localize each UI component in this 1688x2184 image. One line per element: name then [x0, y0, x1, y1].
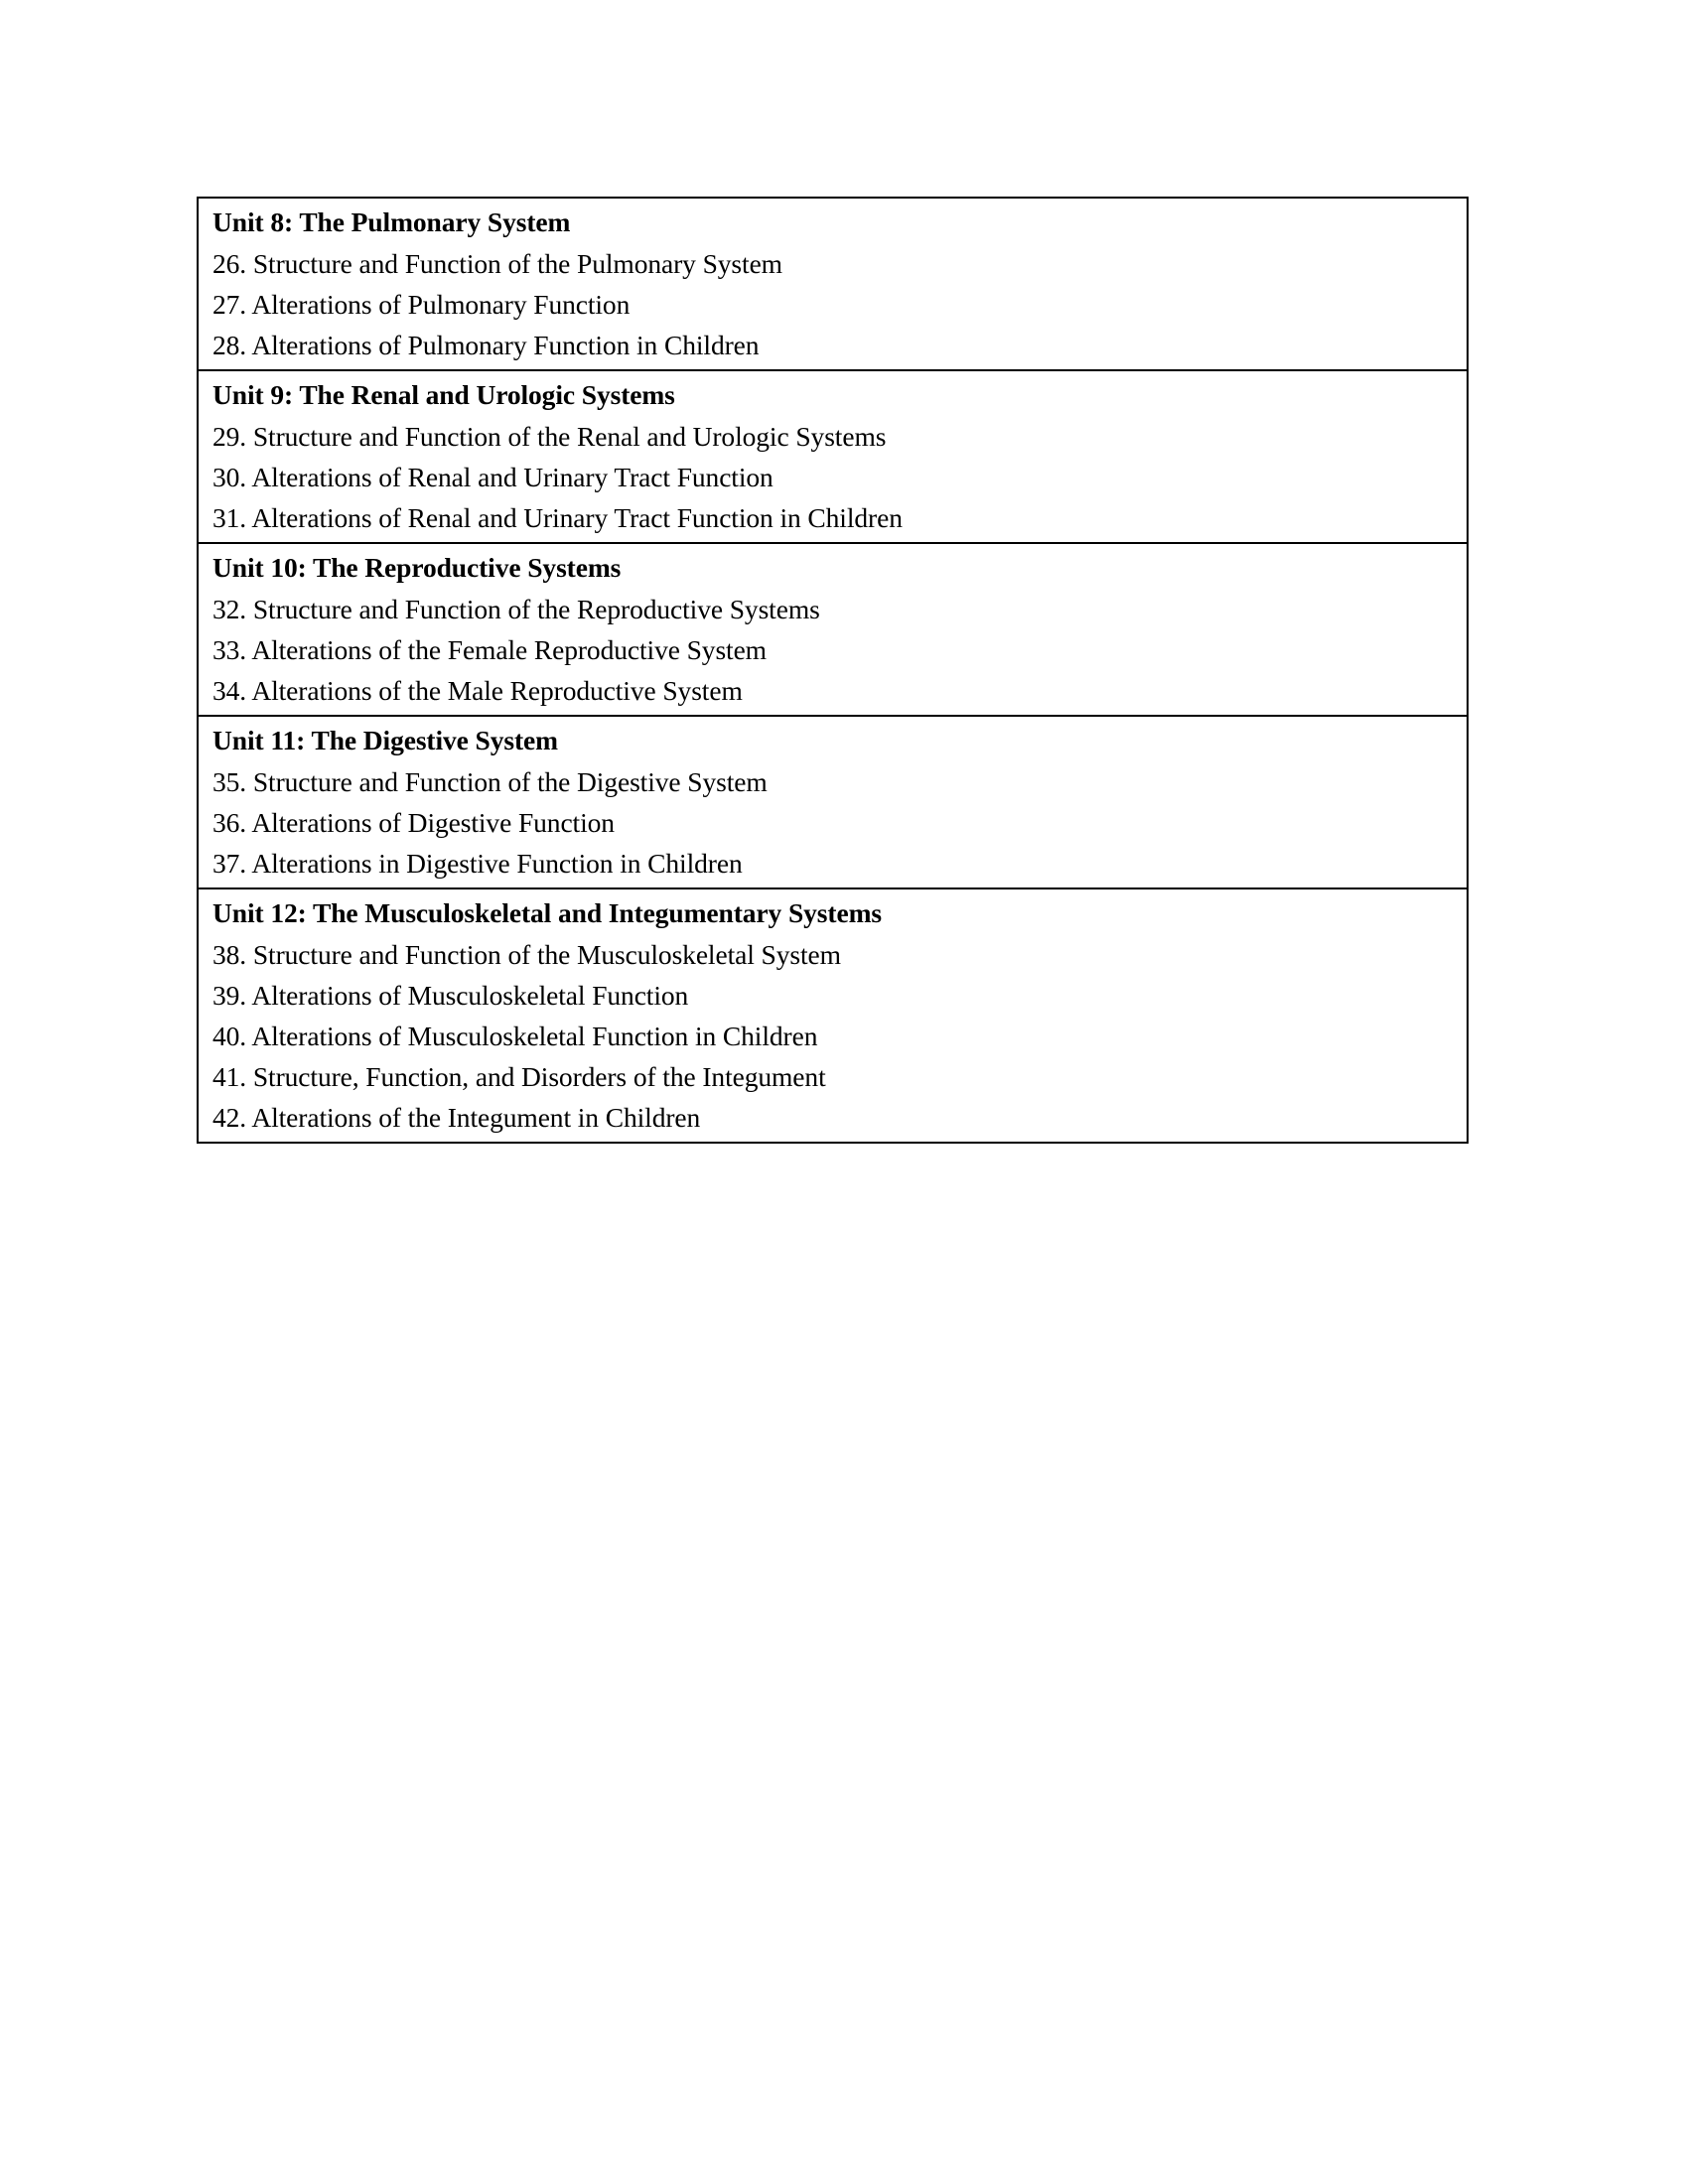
- chapter-line: 38. Structure and Function of the Musculoskeletal System: [212, 939, 841, 970]
- chapter-line: 31. Alterations of Renal and Urinary Tract Function in Children: [212, 502, 903, 533]
- chapter-line: 30. Alterations of Renal and Urinary Tract Function: [212, 462, 774, 492]
- unit-heading: Unit 11: The Digestive System: [212, 725, 558, 755]
- unit-heading: Unit 10: The Reproductive Systems: [212, 552, 622, 583]
- chapter-line: 33. Alterations of the Female Reproductive System: [212, 634, 767, 665]
- chapter-line: 36. Alterations of Digestive Function: [212, 807, 615, 838]
- course-outline-table: [197, 197, 1469, 1144]
- chapter-line: 41. Structure, Function, and Disorders of the Integument: [212, 1061, 826, 1092]
- unit-heading: Unit 12: The Musculoskeletal and Integumentary Systems: [212, 897, 882, 928]
- unit-heading: Unit 9: The Renal and Urologic Systems: [212, 379, 675, 410]
- unit-heading: Unit 8: The Pulmonary System: [212, 206, 571, 237]
- unit-block: [199, 199, 1467, 371]
- unit-block: [199, 544, 1467, 717]
- chapter-line: 40. Alterations of Musculoskeletal Function in Children: [212, 1021, 818, 1051]
- unit-block: [199, 889, 1467, 1142]
- chapter-line: 37. Alterations in Digestive Function in Children: [212, 848, 743, 879]
- chapter-line: 29. Structure and Function of the Renal and Urologic Systems: [212, 421, 887, 452]
- chapter-line: 26. Structure and Function of the Pulmonary System: [212, 248, 782, 279]
- chapter-line: 32. Structure and Function of the Reproductive Systems: [212, 594, 820, 624]
- chapter-line: 28. Alterations of Pulmonary Function in Children: [212, 330, 760, 360]
- chapter-line: 39. Alterations of Musculoskeletal Function: [212, 980, 689, 1011]
- unit-block: [199, 717, 1467, 889]
- chapter-line: 35. Structure and Function of the Digestive System: [212, 766, 768, 797]
- chapter-line: 34. Alterations of the Male Reproductive System: [212, 675, 743, 706]
- chapter-line: 27. Alterations of Pulmonary Function: [212, 289, 631, 320]
- chapter-line: 42. Alterations of the Integument in Children: [212, 1102, 701, 1133]
- unit-block: [199, 371, 1467, 544]
